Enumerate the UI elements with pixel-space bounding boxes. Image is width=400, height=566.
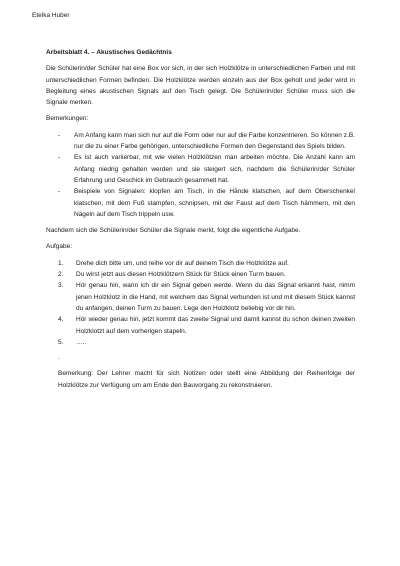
task-item [58,314,355,337]
task-number: 4. [58,316,64,324]
remarks-list [46,130,355,220]
task-text: Hör wieder genau hin, jetzt kommt das zweite Signal und damit kannst du schon deinen zweiten Holzklotzt auf dem vorherigen stapeln. [76,316,355,335]
final-note: Bemerkung: Der Lehrer macht für sich Notizen oder stellt eine Abbildung der Reihenfolge der Holzklötze zur Verfügung um am Ende den Bauvorgang zu rekonstruieren. [58,370,355,389]
remark-item: - Beispiele von Signalen: klopfen am Tisch, in die Hände klatschen, auf dem Oberschenkel klatschen, mit dem Fuß stampfen, schnipsen, mit der Faust auf dem Tisch hämmern, mit den Nägeln auf dem Tisch trippeln usw. [58,186,355,220]
task-number: 2. [58,271,64,279]
remarks-heading: Bemerkungen: [46,115,89,123]
transition-paragraph: Nachdem sich die Schülerin/der Schüler die Signale merkt, folgt die eigentliche Aufgabe. [46,227,301,235]
task-number: 1. [58,259,64,267]
task-text: Drehe dich bitte um, und reihe vor dir auf deinem Tisch die Holzklötze auf. [76,259,289,267]
task-item [58,280,355,314]
task-text: ….. [76,338,87,346]
task-item [58,258,355,269]
task-item [58,269,355,280]
document-body [46,47,355,391]
task-number: 3. [58,282,64,290]
task-item [58,337,355,348]
separator-dot: . [58,354,60,362]
remark-item: - Am Anfang kann man sich nur auf die Form oder nur auf die Farbe konzentrieren. So können z.B. nur die zu einer Farbe gehörigen, unterschiedliche Formen den Gegenstand des Spiels bilden. [58,130,355,153]
task-heading: Aufgabe: [46,243,73,251]
task-text: Hör genau hin, wann ich dir ein Signal geben werde. Wenn du das Signal erkannt hast, nimm jenen Holzklotz in die Hand, mit welchem das Signal verbunden ist und mit diesem Stück kannst du anfangen, deinen Turm zu bauen. Lege den Holzklotz beliebig vor dir hin. [76,282,355,312]
task-text: Du wirst jetzt aus diesen Holzklötzern Stück für Stück einen Turm bauen. [76,271,286,279]
document-title: Arbeitsblatt 4. – Akustisches Gedächtnis [46,49,172,56]
task-list [46,258,355,348]
remark-item: - Es ist auch variierbar, mit wie vielen Holzklötzen man arbeiten möchte. Die Anzahl kann am Anfang niedrig gehalten werden und sie steigert sich, nachdem die Schülerin/der Schüler Erfahrung und Geschick im Gebrauch gesammelt hat. [58,152,355,186]
page-header-author: Etelka Huber [32,12,70,19]
intro-paragraph: Die Schülerin/der Schüler hat eine Box vor sich, in der sich Holzklötze in unterschiedlichen Farben und mit unterschiedlichen Formen befinden. Die Holzklötze werden einzeln aus der Box geholt und jeder wird in Begleitung eines akustischen Signals auf den Tisch gelegt. Die Schülerin/der Schüler muss sich die Signale merken. [46,65,355,107]
task-number: 5. [58,338,64,346]
